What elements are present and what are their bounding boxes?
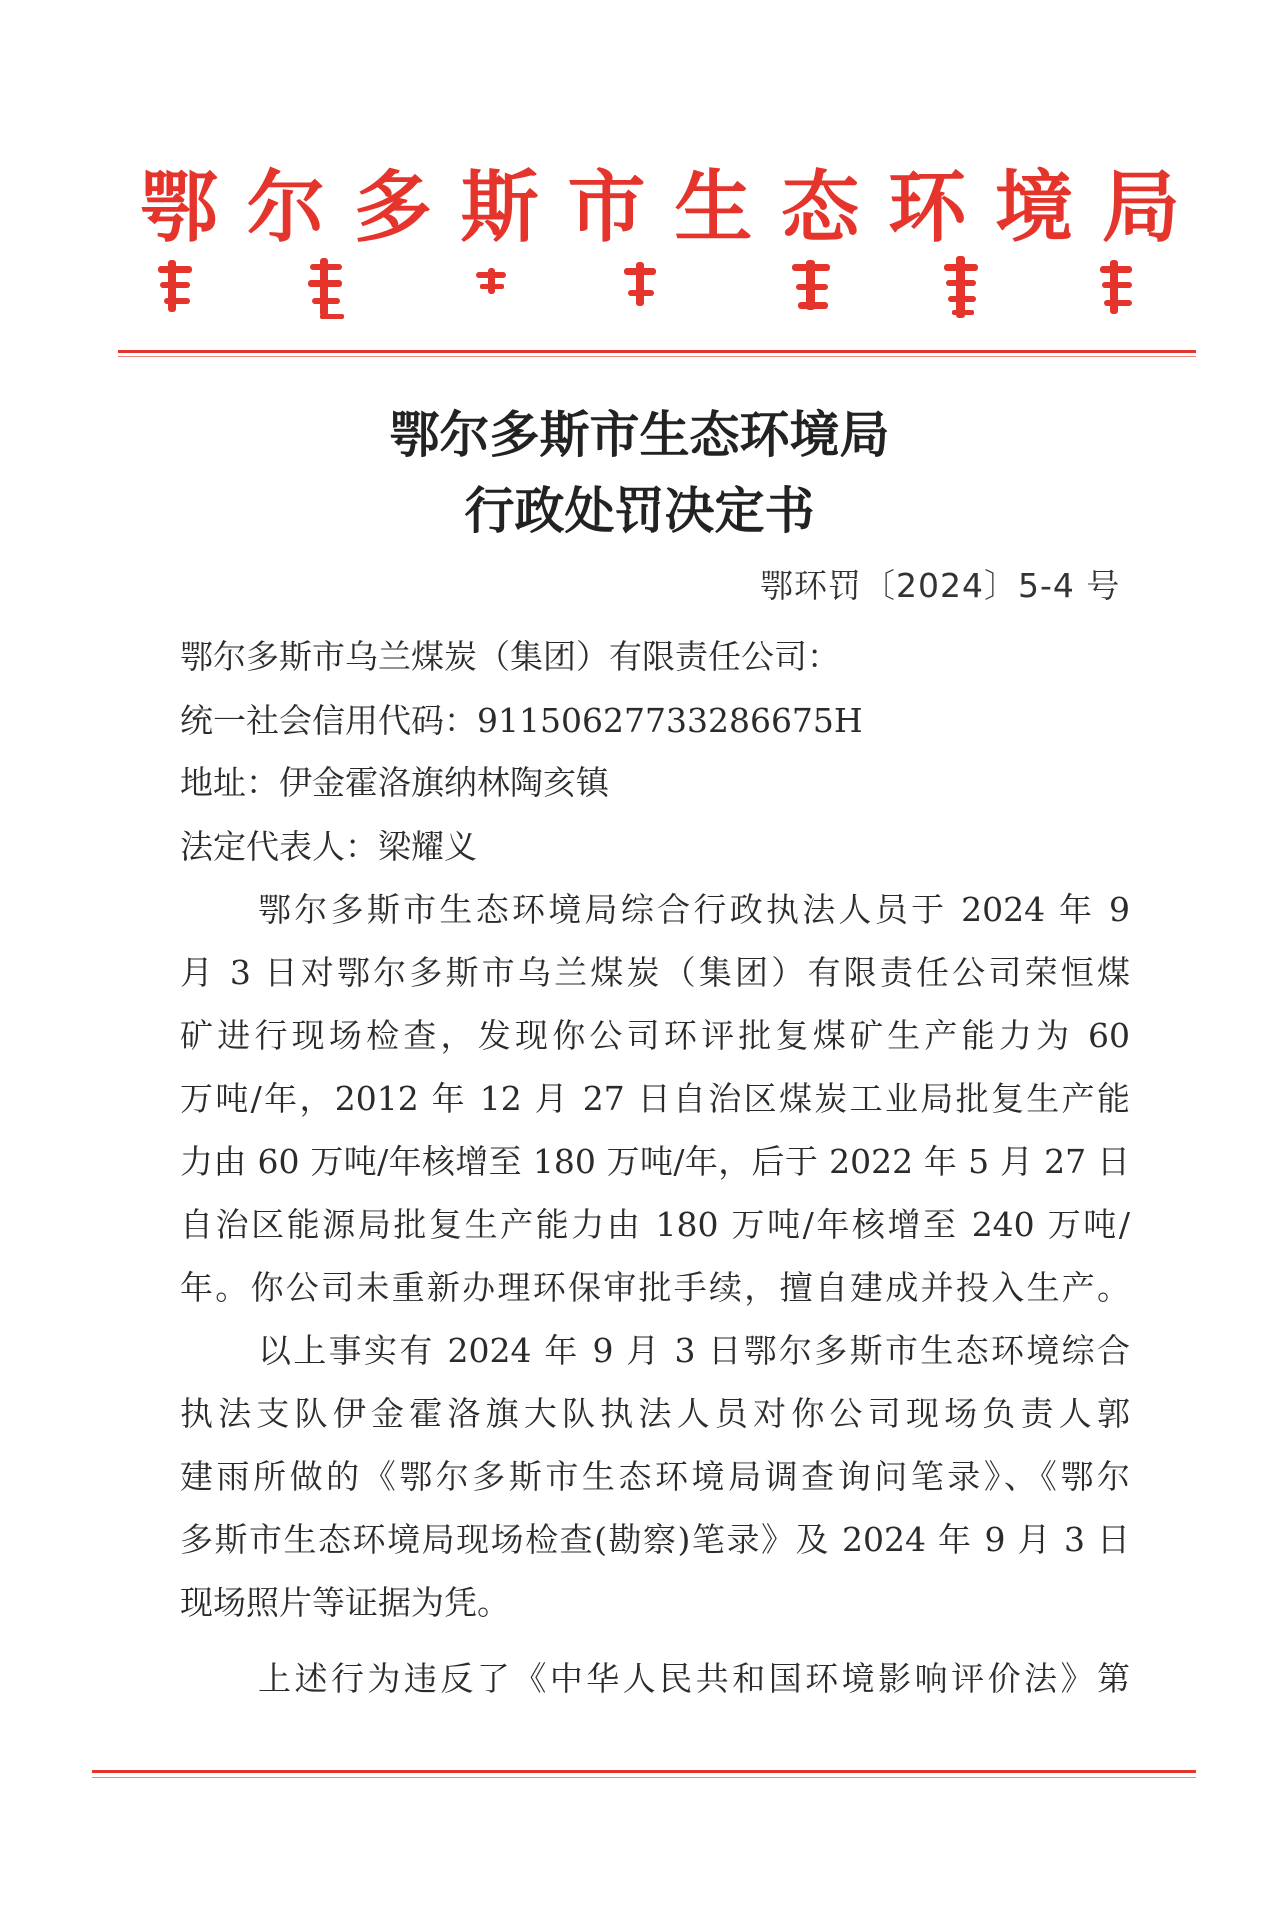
paragraph-1-line: 万吨/年，2012 年 12 月 27 日自治区煤炭工业局批复生产能: [180, 1079, 1130, 1118]
letterhead-char: 尔: [246, 162, 325, 253]
recipient-company: 鄂尔多斯市乌兰煤炭（集团）有限责任公司：: [180, 637, 840, 676]
paragraph-2-line: 以上事实有 2024 年 9 月 3 日鄂尔多斯市生态环境综合: [258, 1331, 1130, 1370]
paragraph-1-line: 矿进行现场检查，发现你公司环评批复煤矿生产能力为 60: [180, 1016, 1130, 1055]
letterhead-char: 境: [995, 162, 1074, 253]
paragraph-1-line: 力由 60 万吨/年核增至 180 万吨/年，后于 2022 年 5 月 27 日: [180, 1142, 1130, 1181]
recipient-legal-rep: 法定代表人：梁耀义: [180, 827, 477, 866]
letterhead-char: 态: [781, 162, 860, 253]
letterhead-char: 生: [674, 162, 753, 253]
mongolian-script-graphic: [150, 252, 1180, 327]
letterhead-char: 多: [353, 162, 432, 253]
recipient-credit-code: 统一社会信用代码：91150627733286675H: [180, 701, 863, 740]
mongolian-script-letterhead: [150, 252, 1180, 327]
paragraph-1-line: 年。你公司未重新办理环保审批手续，擅自建成并投入生产。: [180, 1268, 1130, 1307]
document-title-line1: 鄂尔多斯市生态环境局: [389, 405, 890, 464]
paragraph-2-line: 多斯市生态环境局现场检查(勘察)笔录》及 2024 年 9 月 3 日: [180, 1520, 1130, 1559]
paragraph-1-line: 鄂尔多斯市生态环境局综合行政执法人员于 2024 年 9: [258, 890, 1130, 929]
paragraph-1-line: 自治区能源局批复生产能力由 180 万吨/年核增至 240 万吨/: [180, 1205, 1130, 1244]
recipient-address: 地址：伊金霍洛旗纳林陶亥镇: [180, 763, 609, 802]
footer-divider-thin: [92, 1777, 1196, 1778]
letterhead-char: 环: [888, 162, 967, 253]
paragraph-2-line: 执法支队伊金霍洛旗大队执法人员对你公司现场负责人郭: [180, 1394, 1130, 1433]
paragraph-3-line: 上述行为违反了《中华人民共和国环境影响评价法》第: [258, 1659, 1130, 1698]
document-number: 鄂环罚〔2024〕5-4 号: [760, 566, 1121, 605]
document-title-line2: 行政处罚决定书: [464, 481, 815, 540]
letterhead-char: 斯: [460, 162, 539, 253]
paragraph-2-line: 现场照片等证据为凭。: [180, 1583, 510, 1622]
paragraph-2-line: 建雨所做的《鄂尔多斯市生态环境局调查询问笔录》、《鄂尔: [180, 1457, 1130, 1496]
letterhead-title: [140, 162, 1180, 253]
letterhead-char: 鄂: [140, 162, 219, 253]
letterhead-char: 局: [1101, 162, 1180, 253]
paragraph-1-line: 月 3 日对鄂尔多斯市乌兰煤炭（集团）有限责任公司荣恒煤: [180, 953, 1130, 992]
letterhead-divider-thin: [118, 356, 1196, 357]
letterhead-char: 市: [567, 162, 646, 253]
letterhead-divider: [118, 350, 1196, 353]
footer-divider: [92, 1770, 1196, 1773]
